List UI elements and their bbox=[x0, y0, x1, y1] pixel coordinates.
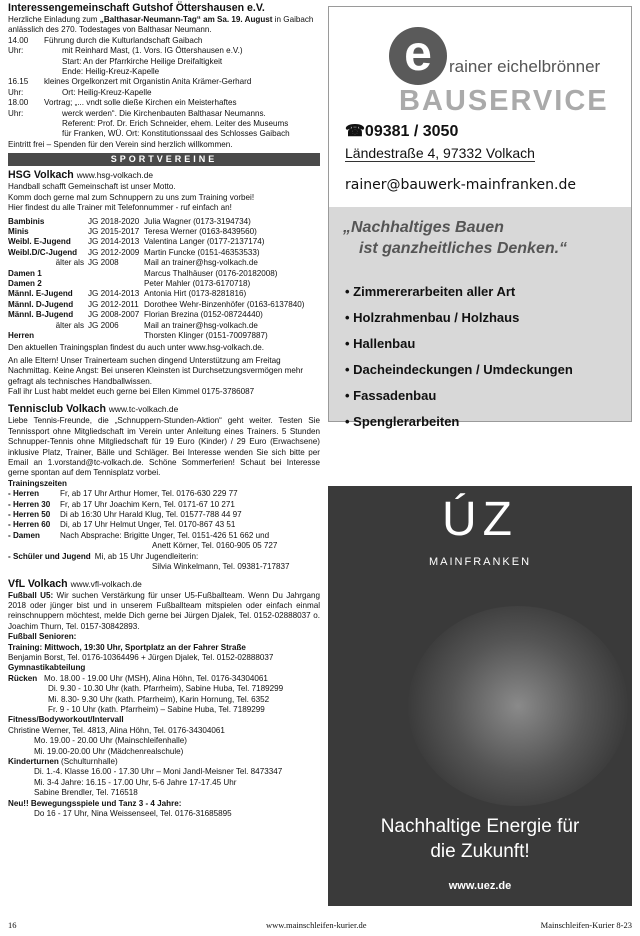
quote-line: ist ganzheitliches Denken.“ bbox=[359, 240, 568, 257]
vfl-senioren: Fußball Senioren: bbox=[8, 632, 77, 642]
team-jg: JG 2012-2011 bbox=[88, 299, 139, 309]
team-info bbox=[88, 237, 320, 247]
team-trainer: Julia Wagner (0173-3194734) bbox=[144, 216, 251, 226]
team-info bbox=[88, 227, 320, 237]
team-sub: älter als bbox=[55, 258, 84, 268]
intro-text-2: in Gaibach anlässlich des 270. Todestages von Balthasar Neumann. bbox=[8, 15, 314, 35]
service-item: • Hallenbau bbox=[345, 331, 573, 357]
vfl-training-contact: Benjamin Borst, Tel. 0176-10364496 + Jürgen Djalek, Tel. 0152-02888037 bbox=[8, 652, 274, 662]
team-info bbox=[88, 217, 320, 227]
team-name bbox=[8, 258, 86, 268]
uez-logo: ÚZ bbox=[442, 493, 518, 546]
tennis-text: Liebe Tennis-Freunde, die „Schnuppern-Stunden-Aktion“ geht weiter. Testen Sie Tennissport ohne Mitgliedschaft im Verein unter Anleitung eines Trainers. 5 Stunden Schnupper-Tennis ohne Mitgliedschaft für 19 Euro (Kinder) / 29 Euro (Erwachsene) inklusive Platz, Trainer, Bälle und Schläger. Bei Interesse wenden Sie sich bitte per Email an 1.vorstand@tc-volkach.de. Schöne Sommerferien! Schaut bei Interesse gerne spontan auf dem Tennisplatz vorbei. bbox=[8, 416, 320, 478]
uez-logo-sub: MAINFRANKEN bbox=[428, 556, 532, 568]
ad-uez bbox=[328, 486, 632, 906]
training-info: Silvia Winkelmann, Tel. 09381-717837 bbox=[152, 562, 290, 572]
vfl-fit-title: Fitness/Bodyworkout/Intervall bbox=[8, 715, 124, 725]
team-jg: JG 2012-2009 bbox=[88, 247, 140, 257]
team-sub: älter als bbox=[55, 320, 84, 330]
kinder-line: Sabine Brendler, Tel. 716518 bbox=[34, 788, 138, 798]
program-time: 16.15 Uhr: bbox=[8, 77, 29, 97]
bauservice-logo-icon: e bbox=[389, 27, 447, 85]
service-item: • Fassadenbau bbox=[345, 383, 573, 409]
training-group: - Herren 30 bbox=[8, 499, 51, 509]
vfl-title bbox=[8, 578, 320, 591]
intro-bold: „Balthasar-Neumann-Tag“ am Sa. 19. August bbox=[99, 15, 273, 24]
team-trainer: Martin Funcke (0151-46353533) bbox=[144, 247, 260, 257]
ad-bauservice bbox=[328, 6, 632, 429]
hsg-team-list bbox=[8, 217, 320, 342]
team-jg: JG 2006 bbox=[88, 320, 119, 330]
team-jg: JG 2014-2013 bbox=[88, 237, 140, 247]
team-trainer: Peter Mahler (0173-6170718) bbox=[144, 278, 251, 288]
gym-line: Mi. 8.30- 9.30 Uhr (kath. Pfarrheim), Karin Hornung, Tel. 6352 bbox=[48, 694, 270, 704]
kinder-sub: (Schulturnhalle) bbox=[58, 757, 118, 766]
hsg-after: Den aktuellen Trainingsplan findest du auch unter www.hsg-volkach.de. bbox=[8, 343, 265, 353]
team-name: Männl. B-Jugend bbox=[8, 310, 74, 320]
training-info: Fr, ab 17 Uhr Arthur Homer, Tel. 0176-630 229 77 bbox=[60, 489, 238, 499]
kinder-line: Di. 1.-4. Klasse 16.00 - 17.30 Uhr – Moni Jandl-Meisner Tel. 8473347 bbox=[34, 767, 283, 777]
team-info bbox=[88, 310, 320, 320]
training-info: Fr, ab 17 Uhr Joachim Kern, Tel. 0171-67 10 271 bbox=[60, 499, 235, 509]
team-trainer: Antonia Hirt (0173-8281816) bbox=[144, 289, 247, 299]
bauservice-address: Ländestraße 4, 97332 Volkach bbox=[345, 145, 535, 161]
vfl-u5-label: Fußball U5: bbox=[8, 590, 54, 600]
team-info bbox=[88, 289, 320, 299]
vfl-neu-title: Neu!! Bewegungsspiele und Tanz 3 - 4 Jahre: bbox=[8, 798, 182, 808]
service-item: • Zimmererarbeiten aller Art bbox=[345, 279, 573, 305]
vfl-gym bbox=[8, 674, 320, 716]
vfl-training: Training: Mittwoch, 19:30 Uhr, Sportplatz an der Fahrer Straße bbox=[8, 642, 246, 652]
team-trainer: Mail an trainer@hsg-volkach.de bbox=[144, 320, 258, 330]
team-row bbox=[8, 227, 320, 237]
training-info: Anett Körner, Tel. 0160-905 05 727 bbox=[152, 541, 278, 551]
uez-slogan bbox=[328, 814, 632, 864]
team-row bbox=[8, 217, 320, 227]
program-time: 18.00 Uhr: bbox=[8, 98, 29, 118]
kinder-title: Kinderturnen bbox=[8, 757, 59, 766]
team-info bbox=[88, 269, 320, 279]
ad-photo-child-pinwheel bbox=[408, 606, 628, 806]
team-row bbox=[8, 310, 320, 320]
team-jg: JG 2008 bbox=[88, 258, 119, 268]
program-line: Ende: Heilig-Kreuz-Kapelle bbox=[62, 67, 160, 77]
team-trainer: Valentina Langer (0177-2137174) bbox=[144, 237, 265, 247]
team-row bbox=[8, 321, 320, 331]
team-trainer: Thorsten Klinger (0151-70097887) bbox=[144, 330, 268, 340]
page-number: 16 bbox=[8, 920, 17, 930]
fit-line: Mi. 19.00-20.00 Uhr (Mädchenrealschule) bbox=[34, 746, 184, 756]
program-item bbox=[8, 77, 320, 98]
team-info bbox=[88, 258, 320, 268]
hsg-after: An alle Eltern! Unser Trainerteam suchen dingend Unterstützung am Freitag Nachmittag. Keine Angst: Bei unseren Kleinsten ist Durchsetzungsvermögen mehr gefragt als technisches Handballwissen. bbox=[8, 355, 304, 386]
program-item bbox=[8, 98, 320, 140]
training-time-row bbox=[8, 562, 320, 572]
training-group: - Herren 60 bbox=[8, 520, 51, 530]
program-time: 14.00 Uhr: bbox=[8, 35, 29, 56]
team-name: Männl. D-Jugend bbox=[8, 299, 74, 309]
bauservice-services bbox=[345, 279, 573, 435]
training-info: Mi, ab 15 Uhr Jugendleiterin: bbox=[94, 551, 199, 561]
team-row bbox=[8, 269, 320, 279]
gutshof-title: Interessengemeinschaft Gutshof Öttershausen e.V. bbox=[8, 2, 265, 14]
hsg-text: Komm doch gerne mal zum Schnuppern zu uns zum Training vorbei! bbox=[8, 192, 255, 202]
training-info: Di, ab 17 Uhr Helmut Unger, Tel. 0170-867 43 51 bbox=[60, 520, 236, 530]
training-info: Di ab 16:30 Uhr Harald Klug, Tel. 01577-788 44 97 bbox=[60, 510, 242, 520]
team-row bbox=[8, 300, 320, 310]
team-row bbox=[8, 237, 320, 247]
team-row bbox=[8, 279, 320, 289]
fit-line: Christine Werner, Tel. 4813, Alina Höhn, Tel. 0176-34304061 bbox=[8, 725, 225, 735]
vfl-gym-title: Gymnastikabteilung bbox=[8, 663, 86, 673]
gutshof-intro bbox=[8, 15, 320, 36]
team-jg: JG 2014-2013 bbox=[88, 289, 140, 299]
tennis-times-title: Trainingszeiten bbox=[8, 478, 67, 488]
hsg-url[interactable]: www.hsg-volkach.de bbox=[76, 170, 154, 181]
team-name: Weibl. E-Jugend bbox=[8, 237, 71, 247]
team-trainer: Teresa Werner (0163-8439560) bbox=[144, 226, 257, 236]
program-item bbox=[8, 36, 320, 78]
team-name: Weibl.D/C-Jugend bbox=[8, 247, 78, 257]
training-time-row bbox=[8, 541, 320, 551]
program-line: Referent: Prof. Dr. Erich Schneider, ehem. Leiter des Museums bbox=[62, 119, 289, 129]
team-name: Bambinis bbox=[8, 216, 45, 226]
team-jg: JG 2018-2020 bbox=[88, 216, 140, 226]
hsg-text: Handball schafft Gemeinschaft ist unser Motto. bbox=[8, 182, 176, 192]
training-time-row bbox=[8, 510, 320, 520]
tennis-name: Tennisclub Volkach bbox=[8, 403, 106, 416]
footer-url[interactable]: www.mainschleifen-kurier.de bbox=[266, 920, 367, 930]
training-time-row bbox=[8, 552, 320, 562]
vfl-gym-label: Rücken bbox=[8, 673, 38, 683]
program-line: mit Reinhard Mast, (1. Vors. IG Öttershausen e.V.) bbox=[62, 46, 243, 56]
team-info bbox=[88, 331, 320, 341]
team-name: Männl. E-Jugend bbox=[8, 289, 73, 299]
bauservice-logo-sub: rainer eichelbrönner bbox=[449, 57, 601, 76]
team-jg: JG 2008-2007 bbox=[88, 310, 140, 320]
program-line: Vortrag; „... vndt solle dieße Kirchen ein Meisterhaftes bbox=[44, 98, 237, 108]
section-bar-sportvereine: SPORTVEREINE bbox=[8, 153, 320, 166]
training-group: - Schüler und Jugend bbox=[8, 551, 91, 561]
hsg-name: HSG Volkach bbox=[8, 169, 74, 182]
team-trainer: Mail an trainer@hsg-volkach.de bbox=[144, 258, 258, 268]
program-line: werck werden“. Die Kirchenbauten Balthasar Neumanns. bbox=[62, 108, 266, 118]
training-info: Nach Absprache: Brigitte Unger, Tel. 0151-426 51 662 und bbox=[60, 530, 270, 540]
training-group: - Herren 50 bbox=[8, 510, 51, 520]
team-trainer: Marcus Thalhäuser (0176-20182008) bbox=[144, 268, 278, 278]
team-name: Herren bbox=[8, 330, 35, 340]
gutshof-closing: Eintritt frei – Spenden für den Verein sind herzlich willkommen. bbox=[8, 139, 233, 149]
slogan-line: die Zukunft! bbox=[430, 841, 530, 862]
uez-url[interactable]: www.uez.de bbox=[448, 880, 512, 892]
training-group: - Herren bbox=[8, 489, 40, 499]
intro-text: Herzliche Einladung zum bbox=[8, 15, 100, 24]
team-name: Minis bbox=[8, 226, 29, 236]
service-item: • Spenglerarbeiten bbox=[345, 409, 573, 435]
quote-line: „Nachhaltiges Bauen bbox=[343, 219, 504, 236]
program-line: für Franken, WÜ. Ort: Konstitutionssaal des Schlosses Gaibach bbox=[62, 129, 290, 139]
team-name: Damen 1 bbox=[8, 268, 42, 278]
fit-line: Mo. 19.00 - 20.00 Uhr (Mainschleifenhalle) bbox=[34, 736, 187, 746]
program-line: Ort: Heilig-Kreuz-Kapelle bbox=[62, 87, 152, 97]
bauservice-phone: ☎09381 / 3050 bbox=[345, 123, 459, 140]
training-time-row bbox=[8, 531, 320, 541]
tennis-title bbox=[8, 403, 320, 416]
team-info bbox=[88, 248, 320, 258]
team-info bbox=[88, 300, 320, 310]
gym-line: Di. 9.30 - 10.30 Uhr (kath. Pfarrheim), Sabine Huba, Tel. 7189299 bbox=[48, 684, 284, 694]
team-name: Damen 2 bbox=[8, 278, 42, 288]
training-time-row bbox=[8, 489, 320, 499]
neu-line: Do 16 - 17 Uhr, Nina Weissenseel, Tel. 0176-31685895 bbox=[34, 809, 232, 819]
bauservice-email[interactable]: rainer@bauwerk-mainfranken.de bbox=[345, 177, 576, 193]
team-info bbox=[88, 279, 320, 289]
gym-line: Fr. 9 - 10 Uhr (kath. Pfarrheim) – Sabine Huba, Tel. 7189299 bbox=[48, 704, 265, 714]
slogan-line: Nachhaltige Energie für bbox=[380, 816, 580, 837]
program-list bbox=[8, 36, 320, 140]
tennis-url[interactable]: www.tc-volkach.de bbox=[108, 404, 179, 415]
team-row bbox=[8, 289, 320, 299]
team-name bbox=[8, 321, 86, 331]
vfl-u5-text: Wir suchen Verstärkung für unser U5-Fußballteam. Wenn Du Jahrgang 2018 oder jünger bist und in unserem Fußballteam mitspielen oder einfach einmal reinschnuppern möchtest, melde Dich gerne bei Jürgen Djalek, Tel. 0152-02888037 o. Joachim Thurn, Tel. 0157-30842893. bbox=[8, 590, 320, 631]
program-line: Führung durch die Kulturlandschaft Gaibach bbox=[44, 35, 203, 45]
vfl-name: VfL Volkach bbox=[8, 577, 68, 590]
program-line: kleines Orgelkonzert mit Organistin Anita Krämer-Gerhard bbox=[44, 77, 252, 87]
footer-issue: Mainschleifen-Kurier 8-23 bbox=[540, 920, 632, 930]
hsg-title bbox=[8, 169, 320, 182]
service-item: • Holzrahmenbau / Holzhaus bbox=[345, 305, 573, 331]
vfl-kinder-title bbox=[8, 757, 320, 767]
team-jg: JG 2015-2017 bbox=[88, 226, 140, 236]
team-trainer: Florian Brezina (0152-08724440) bbox=[144, 310, 263, 320]
program-line: Start: An der Pfarrkirche Heilige Dreifaltigkeit bbox=[62, 56, 223, 66]
vfl-url[interactable]: www.vfl-volkach.de bbox=[70, 578, 142, 589]
team-row bbox=[8, 331, 320, 341]
bauservice-quote bbox=[343, 217, 567, 259]
ad-bauservice-header bbox=[329, 7, 631, 207]
bauservice-logo-big: BAUSERVICE bbox=[399, 85, 609, 117]
team-row bbox=[8, 258, 320, 268]
training-time-row bbox=[8, 520, 320, 530]
vfl-u5 bbox=[8, 591, 320, 633]
left-column bbox=[8, 2, 320, 819]
hsg-text: Hier findest du alle Trainer mit Telefonnummer - ruf einfach an! bbox=[8, 203, 232, 213]
training-time-row bbox=[8, 500, 320, 510]
service-item: • Dacheindeckungen / Umdeckungen bbox=[345, 357, 573, 383]
team-trainer: Dorothee Wehr-Binzenhöfer (0163-6137840) bbox=[144, 299, 305, 309]
training-group: - Damen bbox=[8, 530, 40, 540]
team-row bbox=[8, 248, 320, 258]
gym-line: Mo. 18.00 - 19.00 Uhr (MSH), Alina Höhn, Tel. 0176-34304061 bbox=[44, 673, 268, 683]
kinder-line: Mi. 3-4 Jahre: 16.15 - 17.00 Uhr, 5-6 Jahre 17-17.45 Uhr bbox=[34, 777, 237, 787]
tennis-times bbox=[8, 489, 320, 572]
hsg-after: Fall ihr Lust habt meldet euch gerne bei Ellen Kimmel 0175-3786087 bbox=[8, 387, 255, 396]
team-info bbox=[88, 321, 320, 331]
